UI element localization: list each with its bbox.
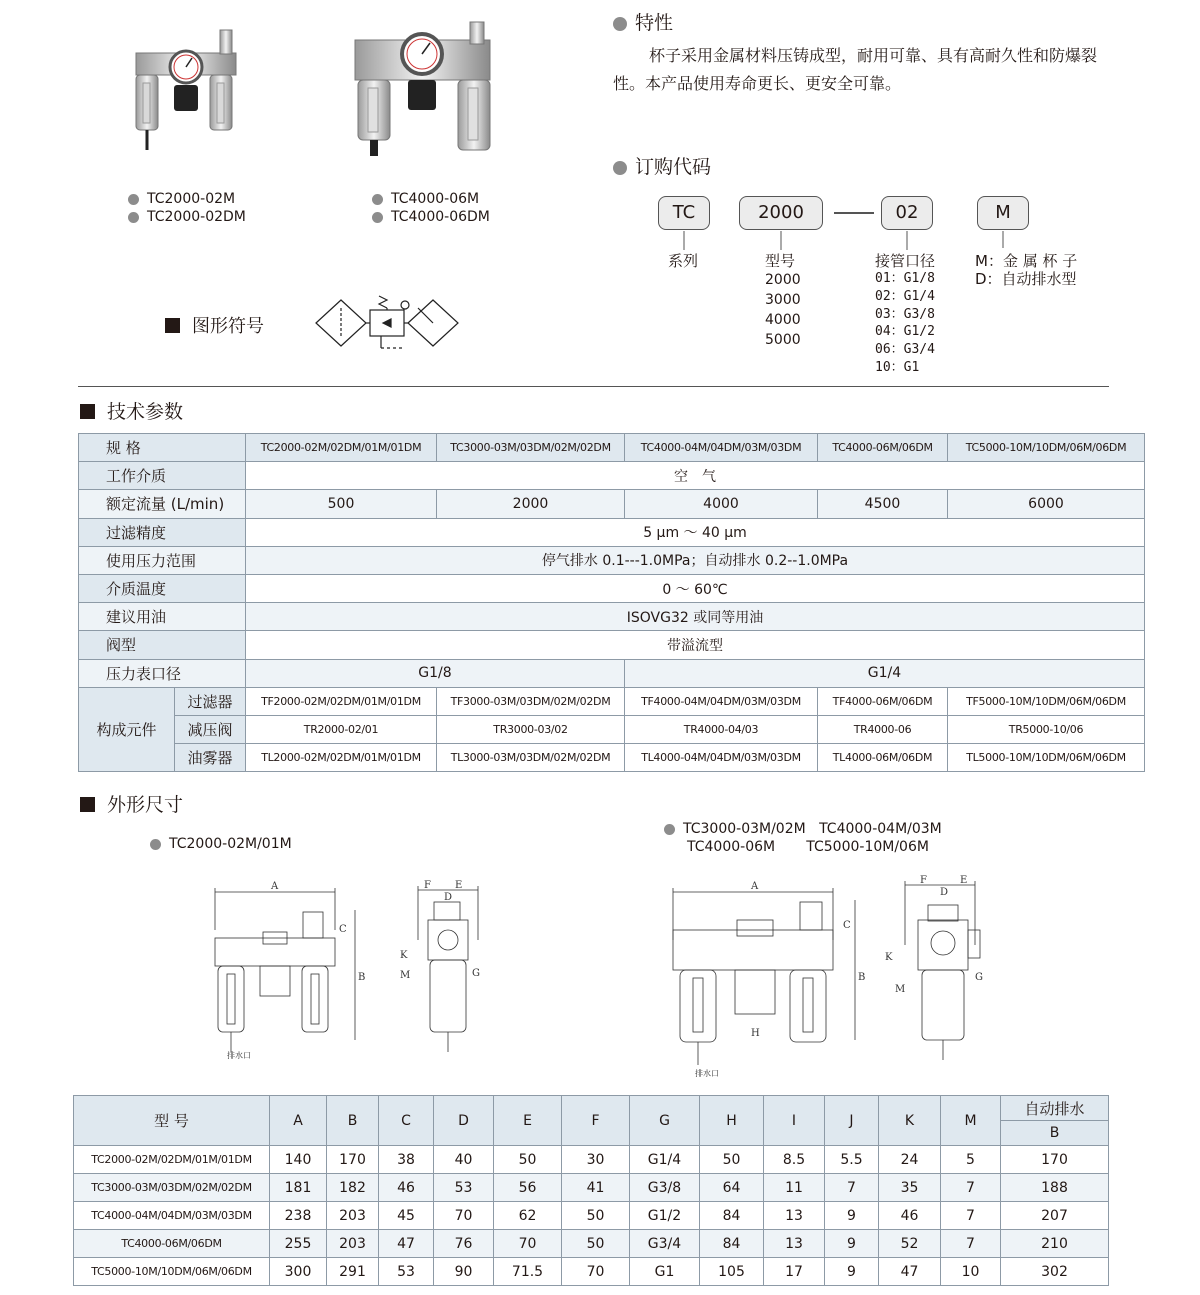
table-cell: 9 bbox=[825, 1258, 879, 1286]
table-cell: 70 bbox=[494, 1230, 562, 1258]
tech-heading: 技术参数 bbox=[80, 397, 183, 424]
table-cell: 76 bbox=[434, 1230, 494, 1258]
col-header: I bbox=[764, 1096, 825, 1146]
spec-model: TC4000-04M/04DM/03M/03DM bbox=[625, 434, 818, 462]
svg-text:C: C bbox=[843, 920, 851, 931]
svg-text:K: K bbox=[400, 950, 408, 961]
table-row bbox=[79, 518, 1145, 546]
symbol-heading: 图形符号 bbox=[165, 312, 264, 338]
temp-value: 0 ～ 60℃ bbox=[246, 574, 1145, 602]
bullet-icon bbox=[150, 839, 161, 850]
svg-text:E: E bbox=[960, 875, 968, 886]
table-cell: 188 bbox=[1001, 1174, 1109, 1202]
table-cell: TC3000-03M/03DM/02M/02DM bbox=[74, 1174, 270, 1202]
lub-comp: TL4000-04M/04DM/03M/03DM bbox=[625, 744, 818, 772]
code-box-port: 02 bbox=[881, 196, 933, 230]
table-row bbox=[79, 490, 1145, 518]
table-row bbox=[79, 687, 1145, 715]
table-cell: 170 bbox=[327, 1146, 379, 1174]
table-cell: 207 bbox=[1001, 1202, 1109, 1230]
lub-comp: TL3000-03M/03DM/02M/02DM bbox=[437, 744, 625, 772]
dimension-drawing-left-side bbox=[400, 880, 490, 1060]
table-cell: 7 bbox=[825, 1174, 879, 1202]
dim-caption-right: TC3000-03M/02M TC4000-04M/03M TC4000-06M TC5000-10M/06M bbox=[664, 820, 942, 856]
table-cell: G1/4 bbox=[630, 1146, 700, 1174]
dimensions-heading: 外形尺寸 bbox=[80, 790, 183, 817]
table-cell: 5.5 bbox=[825, 1146, 879, 1174]
table-row bbox=[74, 1258, 1109, 1286]
filter-comp: TF4000-06M/06DM bbox=[818, 687, 948, 715]
col-header-model: 型 号 bbox=[74, 1096, 270, 1146]
svg-text:A: A bbox=[271, 881, 279, 892]
table-row bbox=[79, 546, 1145, 574]
valve-label: 阀型 bbox=[79, 631, 246, 659]
spec-model: TC2000-02M/02DM/01M/01DM bbox=[246, 434, 437, 462]
col-header: F bbox=[562, 1096, 630, 1146]
filter-comp: TF2000-02M/02DM/01M/01DM bbox=[246, 687, 437, 715]
medium-value: 空 气 bbox=[246, 462, 1145, 490]
table-cell: 47 bbox=[379, 1230, 434, 1258]
svg-text:B: B bbox=[858, 972, 866, 983]
filter-comp-label: 过滤器 bbox=[175, 687, 246, 715]
spec-model: TC5000-10M/10DM/06M/06DM bbox=[948, 434, 1145, 462]
lub-comp: TL5000-10M/10DM/06M/06DM bbox=[948, 744, 1145, 772]
table-cell: 90 bbox=[434, 1258, 494, 1286]
col-header: K bbox=[879, 1096, 941, 1146]
table-row bbox=[74, 1230, 1109, 1258]
drain-label: 排水口 bbox=[695, 1069, 719, 1078]
table-cell: 302 bbox=[1001, 1258, 1109, 1286]
square-bullet-icon bbox=[165, 318, 180, 333]
suffix-options: M：金 属 杯 子 D：自动排水型 bbox=[975, 252, 1078, 288]
flow-label: 额定流量 (L/min) bbox=[79, 490, 246, 518]
table-cell: 38 bbox=[379, 1146, 434, 1174]
code-box-model: 2000 bbox=[739, 196, 823, 230]
table-cell: 84 bbox=[700, 1230, 764, 1258]
table-cell: 53 bbox=[379, 1258, 434, 1286]
table-row bbox=[79, 462, 1145, 490]
table-row bbox=[74, 1202, 1109, 1230]
table-cell: 24 bbox=[879, 1146, 941, 1174]
svg-text:F: F bbox=[424, 880, 431, 891]
col-header: E bbox=[494, 1096, 562, 1146]
table-cell: 7 bbox=[941, 1174, 1001, 1202]
table-cell: 238 bbox=[270, 1202, 327, 1230]
table-cell: 291 bbox=[327, 1258, 379, 1286]
col-header: J bbox=[825, 1096, 879, 1146]
svg-text:B: B bbox=[358, 972, 366, 983]
table-cell: 170 bbox=[1001, 1146, 1109, 1174]
table-cell: 45 bbox=[379, 1202, 434, 1230]
temp-label: 介质温度 bbox=[79, 574, 246, 602]
flow-value: 2000 bbox=[437, 490, 625, 518]
table-cell: TC5000-10M/10DM/06M/06DM bbox=[74, 1258, 270, 1286]
gauge-label: 压力表口径 bbox=[79, 659, 246, 687]
medium-label: 工作介质 bbox=[79, 462, 246, 490]
svg-text:C: C bbox=[339, 924, 347, 935]
table-cell: 182 bbox=[327, 1174, 379, 1202]
order-code-heading: 订购代码 bbox=[613, 152, 711, 179]
table-cell: 50 bbox=[700, 1146, 764, 1174]
table-row bbox=[74, 1174, 1109, 1202]
product-name: TC2000-02DM bbox=[147, 209, 246, 225]
table-cell: 62 bbox=[494, 1202, 562, 1230]
reg-comp-label: 减压阀 bbox=[175, 715, 246, 743]
square-bullet-icon bbox=[80, 404, 95, 419]
flow-value: 4500 bbox=[818, 490, 948, 518]
col-header: G bbox=[630, 1096, 700, 1146]
oil-value: ISOVG32 或同等用油 bbox=[246, 603, 1145, 631]
table-cell: 64 bbox=[700, 1174, 764, 1202]
svg-text:F: F bbox=[920, 875, 927, 886]
filter-comp: TF3000-03M/03DM/02M/02DM bbox=[437, 687, 625, 715]
flow-value: 6000 bbox=[948, 490, 1145, 518]
series-label: 系列 bbox=[668, 252, 699, 270]
table-cell: 300 bbox=[270, 1258, 327, 1286]
code-connectors bbox=[0, 0, 1200, 270]
table-cell: 203 bbox=[327, 1202, 379, 1230]
table-row bbox=[79, 744, 1145, 772]
pressure-label: 使用压力范围 bbox=[79, 546, 246, 574]
reg-comp: TR2000-02/01 bbox=[246, 715, 437, 743]
reg-comp: TR4000-04/03 bbox=[625, 715, 818, 743]
table-cell: 46 bbox=[879, 1202, 941, 1230]
product-name: TC4000-06M bbox=[391, 191, 480, 207]
table-cell: 181 bbox=[270, 1174, 327, 1202]
lub-comp-label: 油雾器 bbox=[175, 744, 246, 772]
svg-text:G: G bbox=[472, 968, 480, 979]
col-header: A bbox=[270, 1096, 327, 1146]
svg-text:K: K bbox=[885, 952, 893, 963]
table-cell: G1 bbox=[630, 1258, 700, 1286]
flow-value: 500 bbox=[246, 490, 437, 518]
table-cell: 35 bbox=[879, 1174, 941, 1202]
table-cell: 7 bbox=[941, 1202, 1001, 1230]
table-cell: 30 bbox=[562, 1146, 630, 1174]
code-box-suffix: M bbox=[977, 196, 1029, 230]
port-options: 接管口径 01：G1/8 02：G1/4 03：G3/8 04：G1/2 06：G3/4 10：G1 bbox=[875, 252, 936, 375]
table-cell: 50 bbox=[562, 1202, 630, 1230]
table-cell: TC4000-06M/06DM bbox=[74, 1230, 270, 1258]
filter-value: 5 μm ～ 40 μm bbox=[246, 518, 1145, 546]
spec-table bbox=[78, 433, 1145, 772]
section-divider bbox=[78, 386, 1109, 387]
model-options: 型号 2000 3000 4000 5000 bbox=[765, 252, 801, 348]
reg-comp: TR5000-10/06 bbox=[948, 715, 1145, 743]
table-cell: 5 bbox=[941, 1146, 1001, 1174]
table-cell: 70 bbox=[434, 1202, 494, 1230]
table-cell: 7 bbox=[941, 1230, 1001, 1258]
table-cell: G3/4 bbox=[630, 1230, 700, 1258]
oil-label: 建议用油 bbox=[79, 603, 246, 631]
svg-text:D: D bbox=[444, 892, 453, 903]
spec-model: TC3000-03M/03DM/02M/02DM bbox=[437, 434, 625, 462]
table-cell: 13 bbox=[764, 1230, 825, 1258]
table-cell: 140 bbox=[270, 1146, 327, 1174]
col-header: M bbox=[941, 1096, 1001, 1146]
svg-text:G: G bbox=[975, 972, 983, 983]
table-cell: 17 bbox=[764, 1258, 825, 1286]
drain-label: 排水口 bbox=[227, 1051, 251, 1060]
table-cell: G3/8 bbox=[630, 1174, 700, 1202]
reg-comp: TR3000-03/02 bbox=[437, 715, 625, 743]
spec-model: TC4000-06M/06DM bbox=[818, 434, 948, 462]
gauge-value: G1/4 bbox=[625, 659, 1145, 687]
dimensions-table bbox=[73, 1095, 1109, 1286]
table-row bbox=[79, 715, 1145, 743]
table-cell: 13 bbox=[764, 1202, 825, 1230]
svg-text:M: M bbox=[895, 984, 906, 995]
table-cell: 84 bbox=[700, 1202, 764, 1230]
lub-comp: TL4000-06M/06DM bbox=[818, 744, 948, 772]
features-heading: 特性 bbox=[613, 8, 673, 35]
table-cell: 8.5 bbox=[764, 1146, 825, 1174]
table-cell: 11 bbox=[764, 1174, 825, 1202]
product-name: TC2000-02M bbox=[147, 191, 236, 207]
code-box-series: TC bbox=[658, 196, 710, 230]
table-row bbox=[79, 434, 1145, 462]
table-cell: 70 bbox=[562, 1258, 630, 1286]
dimension-drawing-right-side bbox=[880, 875, 990, 1065]
dim-caption-left: TC2000-02M/01M bbox=[150, 835, 292, 853]
svg-text:H: H bbox=[751, 1028, 760, 1039]
table-row bbox=[74, 1146, 1109, 1174]
table-cell: 9 bbox=[825, 1230, 879, 1258]
svg-text:A: A bbox=[751, 881, 759, 892]
col-header: H bbox=[700, 1096, 764, 1146]
components-label: 构成元件 bbox=[79, 687, 175, 772]
col-header: D bbox=[434, 1096, 494, 1146]
table-row bbox=[79, 659, 1145, 687]
table-cell: G1/2 bbox=[630, 1202, 700, 1230]
pressure-value: 停气排水 0.1---1.0MPa；自动排水 0.2--1.0MPa bbox=[246, 546, 1145, 574]
table-cell: 105 bbox=[700, 1258, 764, 1286]
lub-comp: TL2000-02M/02DM/01M/01DM bbox=[246, 744, 437, 772]
valve-value: 带溢流型 bbox=[246, 631, 1145, 659]
table-row bbox=[79, 574, 1145, 602]
table-cell: 10 bbox=[941, 1258, 1001, 1286]
table-row bbox=[74, 1096, 1109, 1121]
square-bullet-icon bbox=[80, 797, 95, 812]
pneumatic-symbol-icon bbox=[313, 290, 458, 352]
table-cell: 71.5 bbox=[494, 1258, 562, 1286]
table-cell: 40 bbox=[434, 1146, 494, 1174]
product-name: TC4000-06DM bbox=[391, 209, 490, 225]
table-cell: 50 bbox=[562, 1230, 630, 1258]
col-header-auto-drain: 自动排水 bbox=[1001, 1096, 1109, 1121]
table-cell: TC4000-04M/04DM/03M/03DM bbox=[74, 1202, 270, 1230]
table-cell: 255 bbox=[270, 1230, 327, 1258]
filter-comp: TF5000-10M/10DM/06M/06DM bbox=[948, 687, 1145, 715]
table-cell: 210 bbox=[1001, 1230, 1109, 1258]
gauge-value: G1/8 bbox=[246, 659, 625, 687]
table-row bbox=[79, 631, 1145, 659]
table-cell: 52 bbox=[879, 1230, 941, 1258]
col-header: B bbox=[1001, 1121, 1109, 1146]
table-cell: 41 bbox=[562, 1174, 630, 1202]
table-cell: 53 bbox=[434, 1174, 494, 1202]
col-header: B bbox=[327, 1096, 379, 1146]
svg-text:E: E bbox=[455, 880, 463, 891]
table-row bbox=[79, 603, 1145, 631]
bullet-icon bbox=[664, 824, 675, 835]
table-cell: 9 bbox=[825, 1202, 879, 1230]
table-cell: TC2000-02M/02DM/01M/01DM bbox=[74, 1146, 270, 1174]
table-cell: 203 bbox=[327, 1230, 379, 1258]
table-cell: 50 bbox=[494, 1146, 562, 1174]
spec-label: 规 格 bbox=[79, 434, 246, 462]
dimension-drawing-right bbox=[665, 880, 865, 1080]
svg-text:D: D bbox=[940, 887, 949, 898]
flow-value: 4000 bbox=[625, 490, 818, 518]
filter-comp: TF4000-04M/04DM/03M/03DM bbox=[625, 687, 818, 715]
reg-comp: TR4000-06 bbox=[818, 715, 948, 743]
col-header: C bbox=[379, 1096, 434, 1146]
dimension-drawing-left bbox=[205, 880, 365, 1060]
filter-label: 过滤精度 bbox=[79, 518, 246, 546]
svg-text:M: M bbox=[400, 970, 411, 981]
table-cell: 47 bbox=[879, 1258, 941, 1286]
features-text: 杯子采用金属材料压铸成型，耐用可靠、具有高耐久性和防爆裂性。本产品使用寿命更长、更安全可靠。 bbox=[613, 46, 1098, 93]
table-cell: 46 bbox=[379, 1174, 434, 1202]
table-cell: 56 bbox=[494, 1174, 562, 1202]
